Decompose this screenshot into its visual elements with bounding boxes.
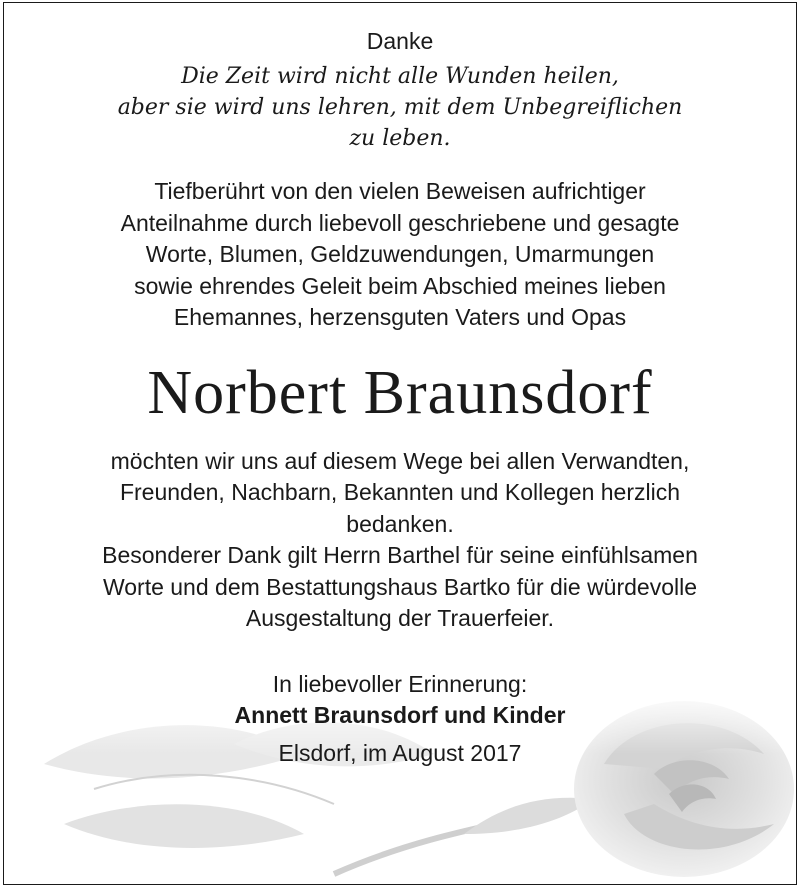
thanks-line: Ausgestaltung der Trauerfeier. — [245, 605, 555, 631]
closing-intro: In liebevoller Erinnerung: — [272, 670, 528, 697]
thanks-line: Besonderer Dank gilt Herrn Barthel für seine einfühlsamen — [102, 542, 698, 568]
thanks-line: Worte und dem Bestattungshaus Bartko für die würdevolle — [102, 573, 698, 600]
intro-line: sowie ehrendes Geleit beim Abschied meines lieben — [134, 272, 666, 299]
thanks-line: Freunden, Nachbarn, Bekannten und Kollegen herzlich — [119, 479, 681, 505]
intro-line: Worte, Blumen, Geldzuwendungen, Umarmungen — [145, 241, 655, 267]
intro-paragraph — [4, 176, 796, 334]
intro-line: Ehemannes, herzensguten Vaters und Opas — [173, 304, 627, 330]
intro-line: Tiefberührt von den vielen Beweisen aufrichtiger — [154, 178, 646, 204]
heading: Danke — [366, 28, 434, 54]
quote-line: zu leben. — [349, 126, 451, 151]
thanks-line: möchten wir uns auf diesem Wege bei allen Verwandten, — [110, 447, 690, 474]
quote — [4, 61, 796, 154]
quote-line: Die Zeit wird nicht alle Wunden heilen, — [181, 64, 619, 89]
place-date: Elsdorf, im August 2017 — [278, 739, 522, 766]
deceased-name: Norbert Braunsdorf — [147, 358, 653, 427]
intro-line: Anteilnahme durch liebevoll geschriebene und gesagte — [120, 209, 680, 236]
quote-line: aber sie wird uns lehren, mit dem Unbegreiflichen — [117, 95, 683, 120]
obituary-thank-you-notice — [3, 2, 797, 885]
thanks-paragraph — [4, 446, 796, 635]
thanks-line: bedanken. — [346, 510, 454, 537]
signers: Annett Braunsdorf und Kinder — [234, 702, 566, 728]
